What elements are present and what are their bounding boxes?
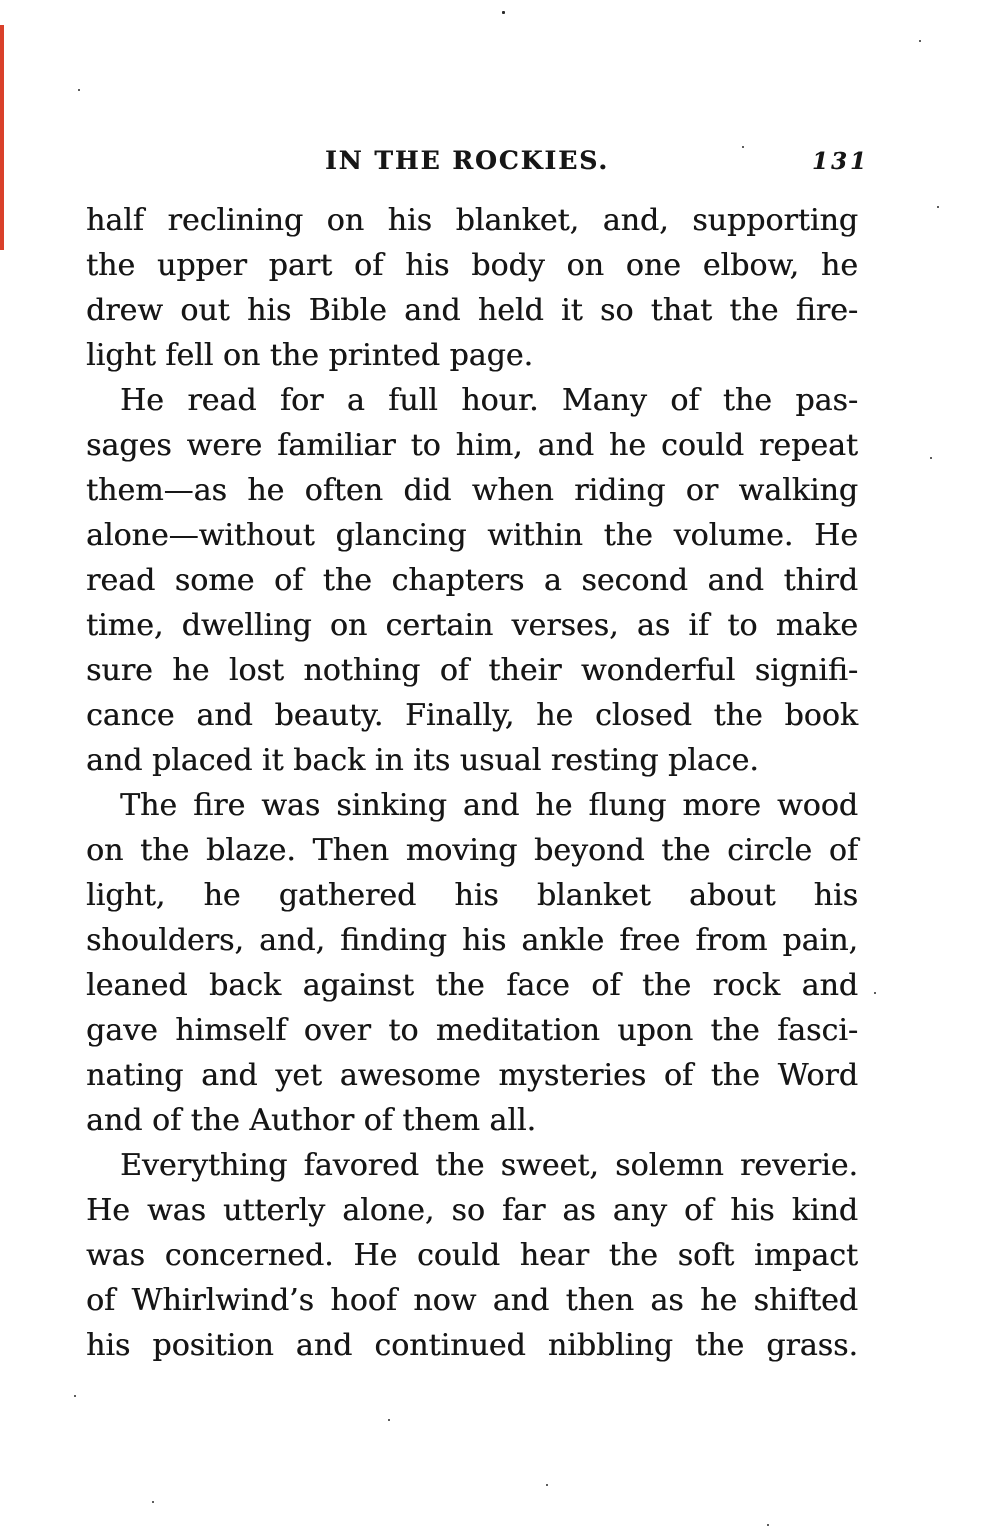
scan-speckle bbox=[74, 1395, 76, 1397]
text-line: time, dwelling on certain verses, as if to make bbox=[86, 608, 858, 643]
text-line: shoulders, and, finding his ankle free from pain, bbox=[86, 923, 858, 958]
text-line: and placed it back in its usual resting place. bbox=[86, 743, 759, 778]
page-number: 131 bbox=[812, 148, 870, 175]
text-line: read some of the chapters a second and third bbox=[86, 563, 858, 598]
paragraph bbox=[86, 198, 858, 378]
scan-speckle bbox=[930, 457, 932, 459]
scan-speckle bbox=[152, 1501, 154, 1503]
text-line: He read for a full hour. Many of the pas- bbox=[120, 383, 858, 418]
scan-speckle bbox=[388, 1419, 390, 1421]
text-line: light, he gathered his blanket about his bbox=[86, 878, 858, 913]
text-line: Everything favored the sweet, solemn reverie. bbox=[120, 1148, 858, 1183]
text-line: He was utterly alone, so far as any of his kind bbox=[86, 1193, 858, 1228]
body-text-block bbox=[86, 198, 858, 1368]
text-line: on the blaze. Then moving beyond the circle of bbox=[86, 833, 858, 868]
text-line: his position and continued nibbling the grass. bbox=[86, 1328, 858, 1363]
text-line: cance and beauty. Finally, he closed the book bbox=[86, 698, 858, 733]
text-line: of Whirlwind’s hoof now and then as he shifted bbox=[86, 1283, 858, 1318]
scan-speckle bbox=[502, 11, 505, 14]
paragraph bbox=[86, 378, 858, 783]
text-line: them—as he often did when riding or walking bbox=[86, 473, 858, 508]
text-line: the upper part of his body on one elbow, he bbox=[86, 248, 858, 283]
text-line: and of the Author of them all. bbox=[86, 1103, 537, 1138]
text-line: gave himself over to meditation upon the fasci- bbox=[86, 1013, 858, 1048]
scan-speckle bbox=[78, 89, 80, 91]
scan-speckle bbox=[767, 1524, 769, 1526]
scan-speckle bbox=[937, 206, 939, 208]
text-line: half reclining on his blanket, and, supporting bbox=[86, 203, 858, 238]
text-line: drew out his Bible and held it so that the fire- bbox=[86, 293, 858, 328]
text-line: was concerned. He could hear the soft impact bbox=[86, 1238, 858, 1273]
text-line: leaned back against the face of the rock and bbox=[86, 968, 858, 1003]
text-line: sages were familiar to him, and he could repeat bbox=[86, 428, 858, 463]
paragraph bbox=[86, 1143, 858, 1368]
paragraph bbox=[86, 783, 858, 1143]
scan-speckle bbox=[546, 1484, 548, 1486]
scan-edge-artifact bbox=[0, 25, 4, 250]
text-line: alone—without glancing within the volume. He bbox=[86, 518, 858, 553]
scan-speckle bbox=[742, 146, 744, 148]
scan-speckle bbox=[919, 40, 921, 42]
page-header bbox=[0, 146, 987, 186]
scan-speckle bbox=[874, 992, 876, 994]
text-line: The fire was sinking and he flung more wood bbox=[120, 788, 858, 823]
text-line: nating and yet awesome mysteries of the Word bbox=[86, 1058, 858, 1093]
text-line: sure he lost nothing of their wonderful signifi- bbox=[86, 653, 858, 688]
running-head-title: IN THE ROCKIES. bbox=[324, 146, 610, 175]
text-line: light fell on the printed page. bbox=[86, 338, 534, 373]
